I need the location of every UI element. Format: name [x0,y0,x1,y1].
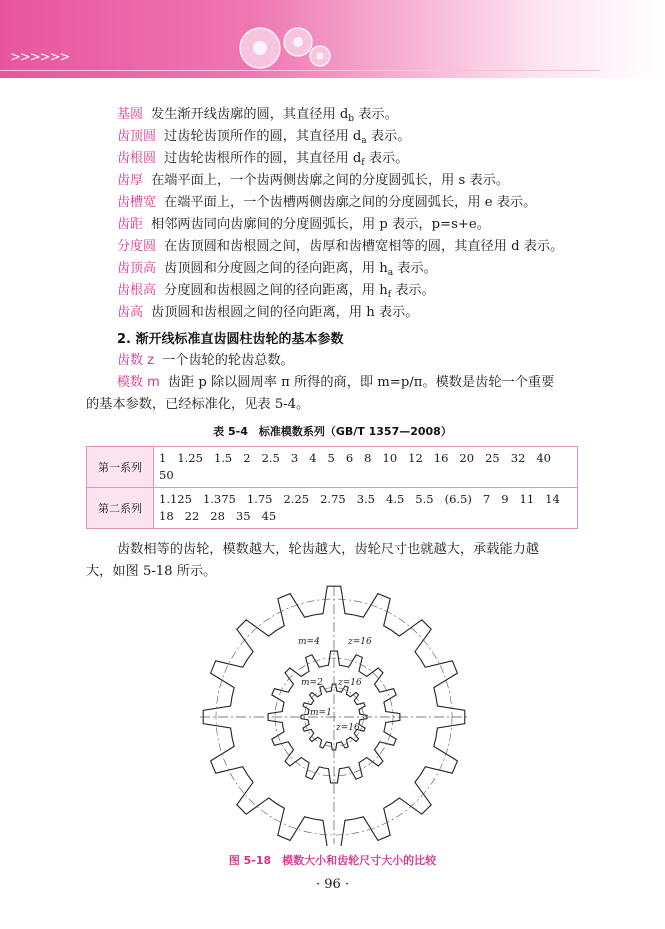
definition-row [117,236,563,258]
module-value: 25 [485,451,500,465]
definition-text: 在端平面上，一个齿槽两侧齿廓之间的分度圆弧长，用 e 表示。 [164,195,537,210]
module-value: 5 [327,451,335,465]
definition-list [117,104,563,324]
definition-text: 过齿轮齿根所作的圆，其直径用 d [164,151,362,166]
teeth-term: 齿数 z [117,353,154,368]
module-value: 12 [408,451,423,465]
gear-decoration-icon [220,16,340,76]
module-value: 20 [459,451,475,465]
module-value: 18 [159,509,174,523]
definition-text-tail: 表示。 [366,129,411,144]
definition-row [117,104,563,126]
page-header-band [0,0,665,78]
module-value: 16 [433,451,449,465]
definition-text: 分度圆和齿根圆之间的径向距离，用 h [164,283,388,298]
definition-subscript: f [387,290,392,300]
body-paragraph-line2: 大，如图 5-18 所示。 [86,564,217,579]
row-values [154,447,578,488]
definition-subscript: a [387,268,394,278]
module-value: 1.375 [202,492,236,506]
definition-term: 齿顶圆 [117,129,157,144]
module-value: 1 [159,451,167,465]
table-caption: 表 5-4 标准模数系列（GB/T 1357—2008） [213,425,452,438]
label-z16-small: z=16 [336,723,360,733]
module-value: 22 [184,509,200,523]
definition-subscript: b [348,114,355,124]
module-value: 14 [545,492,560,506]
definition-text-tail: 表示。 [393,261,437,276]
module-value: 3.5 [356,492,375,506]
definition-row [117,126,563,148]
definition-text: 发生渐开线齿廓的圆，其直径用 d [151,107,349,122]
module-paragraph-line1 [117,372,554,394]
table-row [87,447,578,488]
definition-row [117,258,563,280]
definition-text: 在端平面上，一个齿两侧齿廓之间的分度圆弧长，用 s 表示。 [151,173,510,188]
label-z16-medium: z=16 [338,678,362,688]
definition-term: 基圆 [117,107,144,122]
module-value: 1.5 [213,451,233,465]
definition-text: 过齿轮齿顶所作的圆，其直径用 d [164,129,362,144]
label-z16-large: z=16 [348,637,372,647]
definition-subscript: a [361,136,367,146]
module-value: 11 [519,492,535,506]
module-value: 1.25 [177,451,203,465]
definition-term: 齿距 [117,217,144,232]
label-m1: m=1 [310,708,332,718]
definition-text: 齿顶圆和齿根圆之间的径向距离，用 h 表示。 [151,305,419,320]
module-value: 1.125 [159,492,192,506]
module-value: 2.5 [261,451,280,465]
row-label: 第一系列 [87,447,154,488]
body-paragraph-line1: 齿数相等的齿轮，模数越大，轮齿越大，齿轮尺寸也就越大，承载能力越 [117,542,539,557]
label-m4: m=4 [298,637,320,647]
module-value: 9 [501,492,509,506]
module-value: 40 [536,451,551,465]
module-value: 1.75 [246,492,273,506]
module-value: 45 [261,509,277,523]
definition-row [117,302,563,324]
definition-term: 齿高 [117,305,144,320]
row-values [154,488,578,529]
definition-term: 齿根圆 [117,151,157,166]
module-value: 50 [159,468,174,482]
definition-term: 齿顶高 [117,261,157,276]
module-value: 5.5 [415,492,434,506]
module-value: (6.5) [444,492,472,506]
definition-row [117,280,563,302]
label-m2: m=2 [301,678,323,688]
module-table [86,446,578,529]
module-value: 8 [364,451,372,465]
definition-text: 相邻两齿同向齿廓间的分度圆弧长，用 p 表示，p=s+e。 [151,217,490,232]
teeth-text: 一个齿轮的轮齿总数。 [161,353,294,368]
chevron-decoration: >>>>>> [10,50,70,65]
section-heading: 2. 渐开线标准直齿圆柱齿轮的基本参数 [117,332,344,347]
module-value: 4 [309,451,317,465]
definition-text-tail: 表示。 [354,107,398,122]
module-text: 齿距 p 除以圆周率 π 所得的商，即 m=p/π。模数是齿轮一个重要 [167,375,555,390]
definition-text: 在齿顶圆和齿根圆之间，齿厚和齿槽宽相等的圆，其直径用 d 表示。 [164,239,564,254]
row-label: 第二系列 [87,488,154,529]
definition-text: 齿顶圆和分度圆之间的径向距离，用 h [164,261,388,276]
module-paragraph-line2: 的基本参数，已经标准化，见表 5-4。 [86,397,310,412]
table-row [87,488,578,529]
module-value: 3 [290,451,299,465]
module-value: 35 [235,509,251,523]
module-value: 2 [243,451,251,465]
teeth-paragraph [117,350,294,372]
definition-subscript: f [361,158,365,168]
module-value: 2.25 [283,492,310,506]
definition-term: 分度圆 [117,239,157,254]
module-value: 6 [345,451,354,465]
page-number: · 96 · [315,877,350,892]
module-value: 4.5 [386,492,405,506]
module-value: 32 [510,451,526,465]
module-value: 28 [210,509,225,523]
module-term: 模数 m [117,375,160,390]
definition-row [117,170,563,192]
module-value: 2.75 [320,492,346,506]
definition-term: 齿槽宽 [117,195,157,210]
module-value: 10 [382,451,398,465]
definition-text-tail: 表示。 [364,151,409,166]
definition-row [117,214,563,236]
definition-row [117,192,563,214]
figure-caption: 图 5-18 模数大小和齿轮尺寸大小的比较 [228,854,437,867]
definition-text-tail: 表示。 [391,283,435,298]
definition-term: 齿根高 [117,283,157,298]
module-value: 7 [482,492,491,506]
gear-comparison-figure [196,582,472,846]
definition-term: 齿厚 [117,173,144,188]
definition-row [117,148,563,170]
